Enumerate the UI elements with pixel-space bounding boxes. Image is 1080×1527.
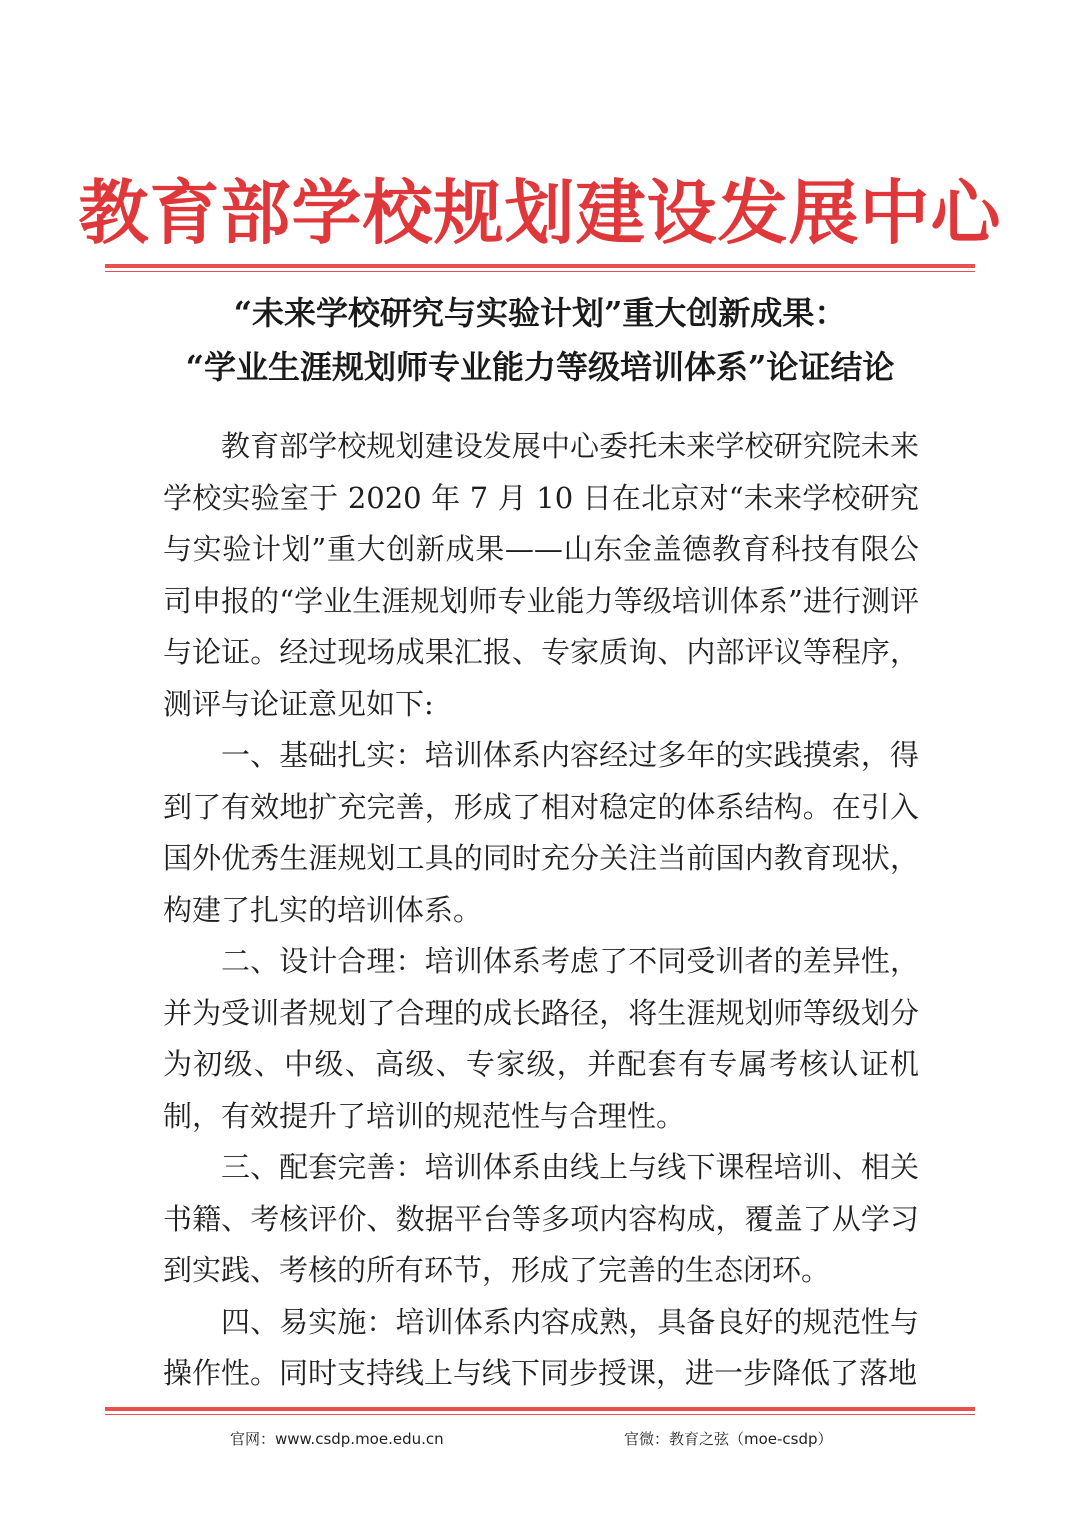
point-4-paragraph: 四、易实施：培训体系内容成熟，具备良好的规范性与操作性。同时支持线上与线下同步授课，进一步降低了落地	[163, 1304, 919, 1390]
header-divider	[105, 264, 975, 272]
point-1-paragraph: 一、基础扎实：培训体系内容经过多年的实践摸索，得到了有效地扩充完善，形成了相对稳定的体系结构。在引入国外优秀生涯规划工具的同时充分关注当前国内教育现状，构建了扎实的培训体系。	[163, 738, 919, 927]
point-2-paragraph: 二、设计合理：培训体系考虑了不同受训者的差异性，并为受训者规划了合理的成长路径，将生涯规划师等级划分为初级、中级、高级、专家级，并配套有专属考核认证机制，有效提升了培训的规范性与合理性。	[163, 944, 919, 1133]
organization-header: 教育部学校规划建设发展中心	[78, 171, 1002, 254]
footer-website: 官网：www.csdp.moe.edu.cn	[230, 1430, 444, 1448]
document-title-line-1: “未来学校研究与实验计划”重大创新成果：	[233, 294, 847, 332]
intro-paragraph: 教育部学校规划建设发展中心委托未来学校研究院未来学校实验室于 2020 年 7 月 10 日在北京对“未来学校研究与实验计划”重大创新成果——山东金盖德教育科技有限公司申报的“学业生涯规划师专业能力等级培训体系”进行测评与论证。经过现场成果汇报、专家质询、内部评议等程序，测评与论证意见如下:	[163, 429, 919, 721]
footer-divider	[105, 1407, 975, 1415]
document-body	[163, 421, 919, 1400]
point-3-paragraph: 三、配套完善：培训体系由线上与线下课程培训、相关书籍、考核评价、数据平台等多项内容构成，覆盖了从学习到实践、考核的所有环节，形成了完善的生态闭环。	[163, 1150, 919, 1287]
document-title-line-2: “学业生涯规划师专业能力等级培训体系”论证结论	[185, 348, 895, 386]
footer-wechat: 官微：教育之弦（moe-csdp）	[624, 1430, 833, 1448]
